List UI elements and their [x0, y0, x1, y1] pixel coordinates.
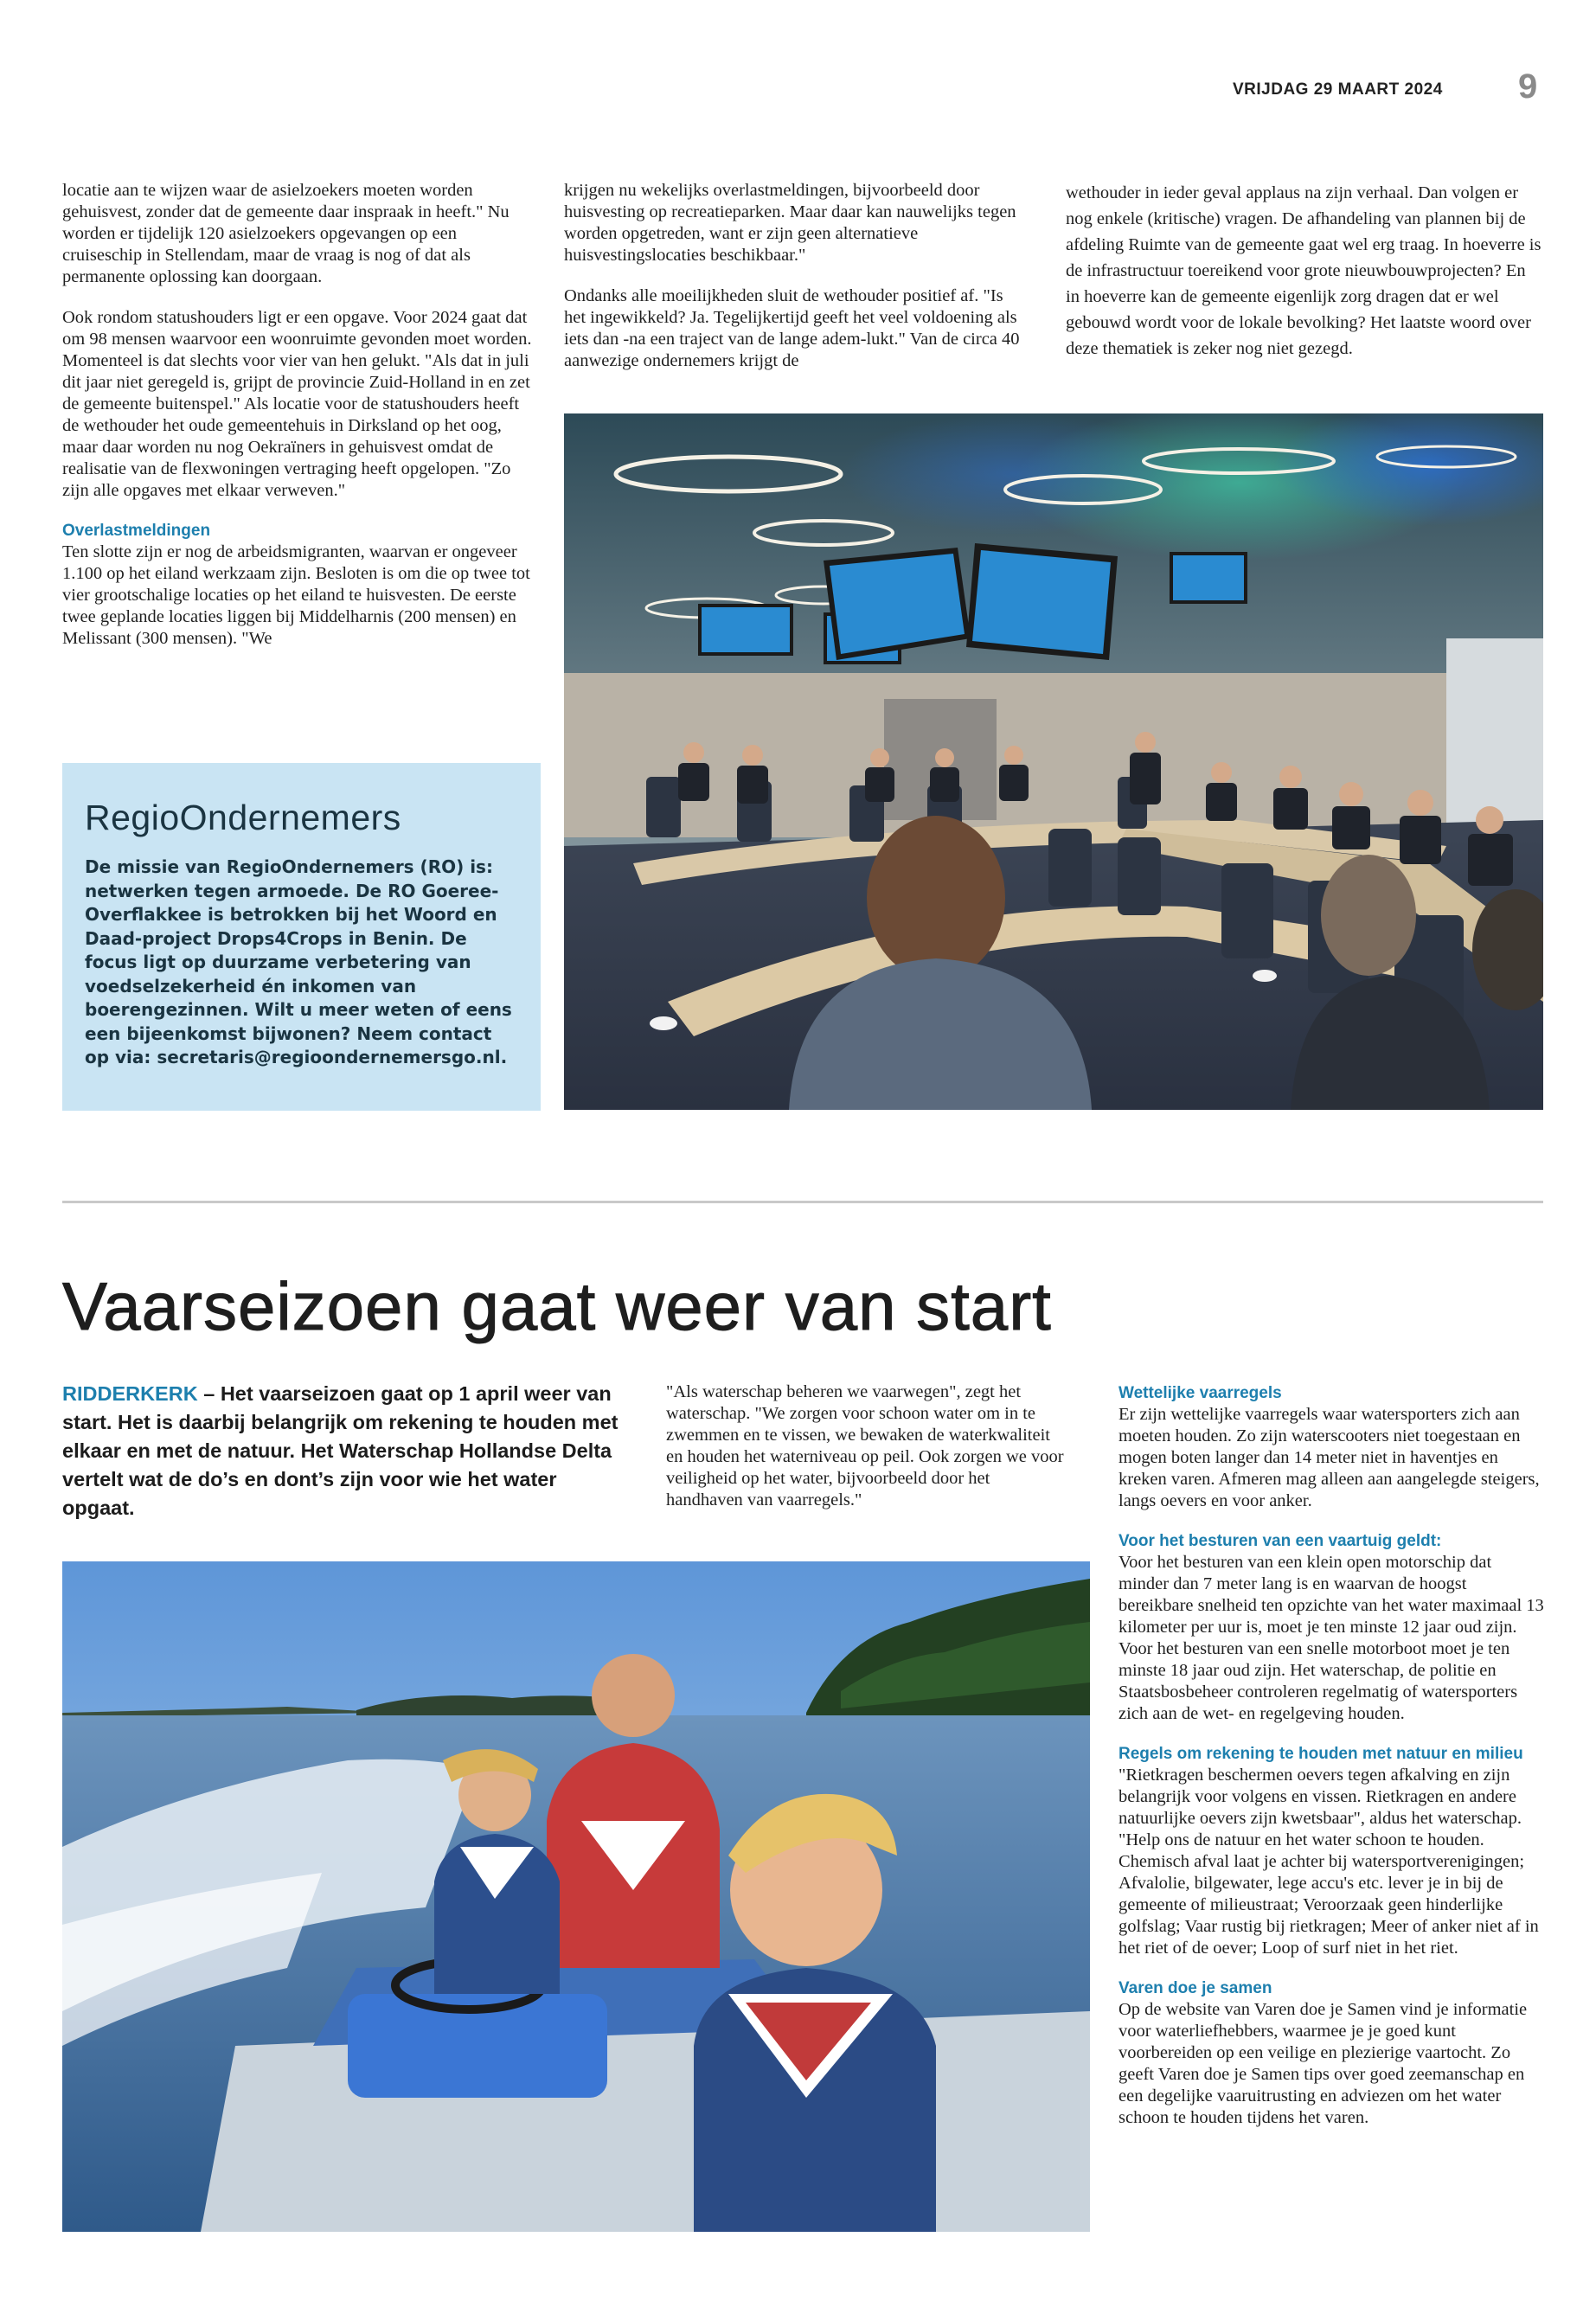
- paragraph: "Als waterschap beheren we vaarwegen", zegt het waterschap. "We zorgen voor schoon water om in te zwemmen en te vissen, we bewaken de waterkwaliteit en houden het waterniveau op peil. Ook zorgen we voor veiligheid op het water, bijvoorbeeld door het handhaven van vaarregels.": [666, 1382, 1064, 1509]
- issue-date: VRIJDAG 29 MAART 2024: [1233, 80, 1443, 99]
- paragraph: "Rietkragen beschermen oevers tegen afkalving en zijn belangrijk voor volgens en vissen. Rietkragen en andere natuurlijke oevers zijn kwetsbaar", aldus het waterschap. "Help ons de natuur en het water schoon te houden. Chemisch afval laat je achter bij watersportverenigingen; Afvalolie, bilgewater, lege accu's etc. lever je in bij de gemeente of milieustraat; Veroorzaak geen hinderlijke golfslag; Vaar rustig bij rietkragen; Meer of anker niet af in het riet of de oever; Loop of surf niet in het riet.: [1118, 1766, 1539, 1958]
- paragraph: krijgen nu wekelijks overlastmeldingen, bijvoorbeeld door huisvesting op recreatieparken. Maar daar kan nauwelijks tegen worden opgetreden, want er zijn geen alternatieve huisvestingslocaties beschikbaar.": [564, 181, 1016, 265]
- subheading-overlastmeldingen: Overlastmeldingen: [62, 522, 211, 540]
- article-column-2: [564, 180, 1024, 391]
- article-column-1: [62, 180, 540, 650]
- article-column-3: [1066, 180, 1542, 381]
- meeting-room-photo: [564, 413, 1543, 1110]
- paragraph: Ten slotte zijn er nog de arbeidsmigranten, waarvan er ongeveer 1.100 op het eiland werkzaam zijn. Besloten is om die op twee tot vier grootschalige locaties op het eiland te huisvesten. De eerste twee geplande locaties liggen bij Middelharnis (200 mensen) en Melissant (300 mensen). "We: [62, 542, 530, 648]
- paragraph: Voor het besturen van een klein open motorschip dat minder dan 7 meter lang is en waarvan de hoogst bereikbare snelheid ten opzichte van het water maximaal 13 kilometer per uur is, moet je ten minste 12 jaar oud zijn. Voor het besturen van een snelle motorboot moet je ten minste 18 jaar oud zijn. Het waterschap, de politie en Staatsbosbeheer controleren regelmatig of watersporters zich aan de wet- en regelgeving houden.: [1118, 1553, 1544, 1723]
- article-intro: [62, 1380, 633, 1522]
- section-divider: [62, 1201, 1543, 1203]
- paragraph: Op de website van Varen doe je Samen vind je informatie voor waterliefhebbers, waarmee je je goed kunt voorbereiden op een veilige en plezierige vaartocht. Zo geeft Varen doe je Samen tips over goed zeemanschap en een degelijke vaaruitrusting en adviezen om het water schoon te houden tijdens het varen.: [1118, 2000, 1528, 2127]
- subheading: Wettelijke vaarregels: [1118, 1384, 1282, 1402]
- subheading: Voor het besturen van een vaartuig geldt:: [1118, 1532, 1442, 1550]
- subheading: Varen doe je samen: [1118, 1979, 1272, 1997]
- boat-photo: [62, 1561, 1090, 2232]
- regioondernemers-infobox: [62, 763, 541, 1111]
- paragraph: Ook rondom statushouders ligt er een opgave. Voor 2024 gaat dat om 98 mensen waarvoor een woonruimte gevonden moet worden. Momenteel is dat slechts voor vier van hen gelukt. "Als dat in juli dit jaar niet geregeld is, grijpt de provincie Zuid-Holland in en zet de gemeente buitenspel." Als locatie voor de statushouders heeft de wethouder het oude gemeentehuis in Dirksland op het oog, maar daar worden nu nog Oekraïners in gehuisvest omdat de realisatie van de flexwoningen vertraging heeft opgelopen. "Zo zijn alle opgaves met elkaar verweven.": [62, 308, 532, 500]
- infobox-text: De missie van RegioOndernemers (RO) is: netwerken tegen armoede. De RO Goeree-Overflakkee is betrokken bij het Woord en Daad-project Drops4Crops in Benin. De focus ligt op duurzame verbetering van voedselzekerheid én inkomen van boerengezinnen. Wilt u meer weten of eens een bijeenkomst bijwonen? Neem contact op via: secretaris@regioondernemersgo.nl.: [85, 856, 512, 1067]
- article-column-right: [1118, 1381, 1544, 2129]
- subheading: Regels om rekening te houden met natuur en milieu: [1118, 1745, 1523, 1763]
- paragraph: wethouder in ieder geval applaus na zijn verhaal. Dan volgen er nog enkele (kritische) vragen. De afhandeling van plannen bij de afdeling Ruimte van de gemeente gaat wel erg traag. In hoeverre is de infrastructuur toereikend voor grote nieuwbouwprojecten? En in hoeverre kan de gemeente eigenlijk zorg dragen dat er wel gebouwd wordt voor de lokale bevolking? Het laatste woord over deze thematiek is zeker nog niet gezegd.: [1066, 183, 1542, 358]
- article-column-middle: [666, 1381, 1068, 1511]
- paragraph: locatie aan te wijzen waar de asielzoekers moeten worden gehuisvest, zonder dat de gemeente daar inspraak in heeft." Nu worden er tijdelijk 120 asielzoekers opgevangen op een cruiseschip in Stellendam, maar de vraag is nog of dat als permanente oplossing kan doorgaan.: [62, 181, 510, 286]
- infobox-title: RegioOndernemers: [85, 798, 401, 837]
- article-headline: Vaarseizoen gaat weer van start: [62, 1268, 1052, 1344]
- intro-text: – Het vaarseizoen gaat op 1 april weer van start. Het is daarbij belangrijk om rekening te houden met elkaar en met de natuur. Het Waterschap Hollandse Delta vertelt wat de do’s en dont’s zijn voor wie het water opgaat.: [62, 1382, 619, 1519]
- paragraph: Ondanks alle moeilijkheden sluit de wethouder positief af. "Is het ingewikkeld? Ja. Tegelijkertijd geeft het veel voldoening als iets dan -na een traject van de lange adem-lukt." Van de circa 40 aanwezige ondernemers krijgt de: [564, 286, 1020, 370]
- paragraph: Er zijn wettelijke vaarregels waar watersporters zich aan moeten houden. Zo zijn waterscooters niet toegestaan en mogen boten langer dan 14 meter niet in haventjes en kreken varen. Afmeren mag alleen aan aangelegde steigers, langs oevers en voor anker.: [1118, 1405, 1540, 1510]
- page-number: 9: [1518, 67, 1538, 106]
- dateline-place: RIDDERKERK: [62, 1382, 198, 1405]
